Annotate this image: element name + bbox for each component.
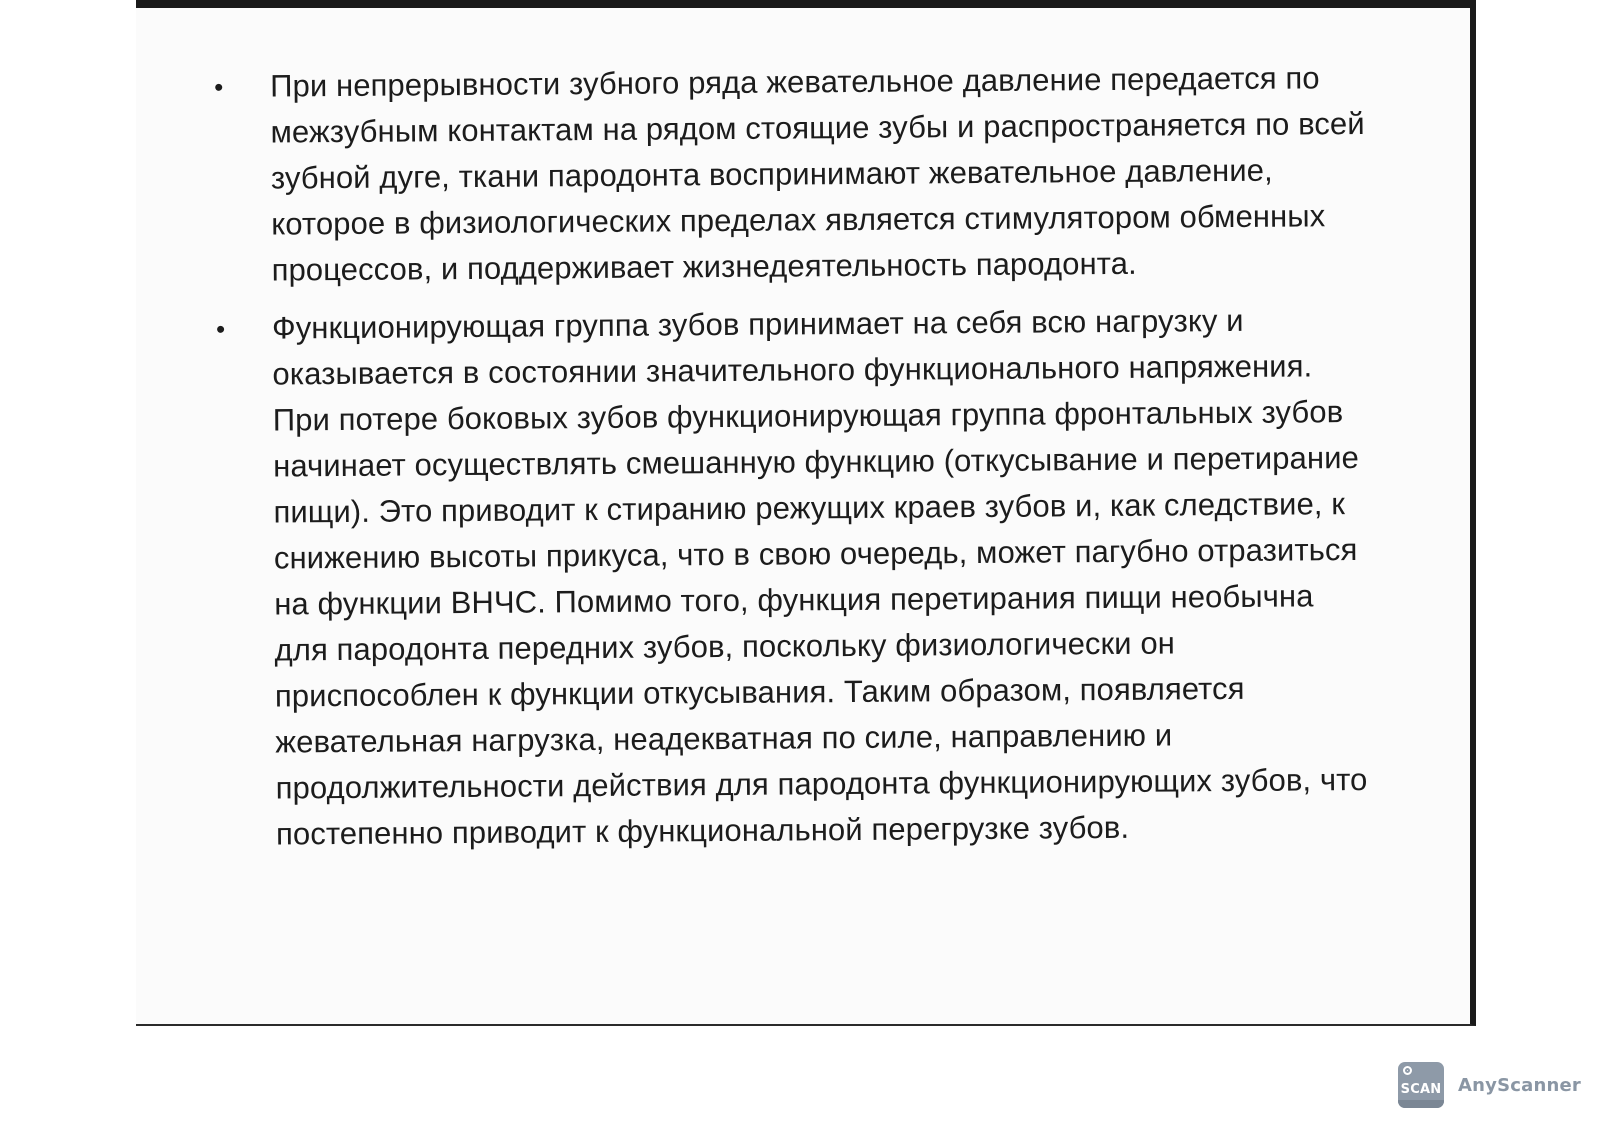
scan-logo — [1398, 1062, 1444, 1108]
logo-band — [1398, 1100, 1444, 1108]
brand-name: AnyScanner — [1458, 1074, 1581, 1096]
scanned-page — [136, 0, 1476, 1026]
anyscanner-watermark — [1398, 1062, 1581, 1108]
bullet-marker: • — [214, 71, 224, 102]
bullet-paragraph-1 — [214, 55, 1371, 294]
camera-lens-icon — [1403, 1066, 1412, 1075]
paragraph-text: Функционирующая группа зубов принимает на себя всю нагрузку и оказывается в состоянии значительного функционального напряжения. При потере боковых зубов функционирующая группа фронтальных зубов начинает осуществлять смешанную функцию (откусывание и перетирание пищи). Это приводит к стиранию режущих краев зубов и, как следствие, к снижению высоты прикуса, что в свою очередь, может пагубно отразиться на функции ВНЧС. Помимо того, функция перетирания пищи необычна для пародонта передних зубов, поскольку физиологически он приспособлен к функции откусывания. Таким образом, появляется жевательная нагрузка, неадекватная по силе, направлению и продолжительности действия для пародонта функционирующих зубов, что постепенно приводит к функциональной перегрузке зубов. — [271, 302, 1368, 852]
bullet-paragraph-2 — [216, 297, 1375, 858]
bullet-list — [214, 55, 1375, 870]
paragraph-text: При непрерывности зубного ряда жевательное давление передается по межзубным контактам на рядом стоящие зубы и распространяется по всей зубной дуге, ткани пародонта воспринимают жевательное давление, которое в физиологических пределах является стимулятором обменных процессов, и поддерживает жизнедеятельность пародонта. — [270, 60, 1365, 288]
bullet-marker: • — [215, 313, 226, 344]
scan-logo-text: SCAN — [1400, 1082, 1442, 1097]
